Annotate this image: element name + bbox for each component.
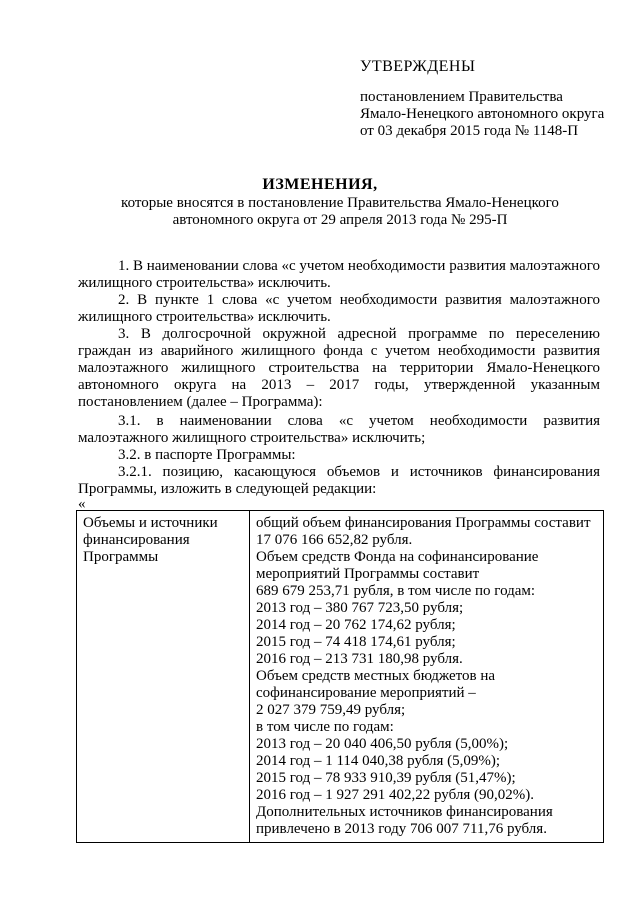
approval-line: от 03 декабря 2015 года № 1148-П bbox=[360, 123, 579, 139]
content-line: общий объем финансирования Программы составит bbox=[256, 515, 591, 531]
paragraph-3-1: 3.1. в наименовании слова «с учетом необходимости развития малоэтажного жилищного строительства» исключить; bbox=[78, 413, 600, 446]
content-line: 2014 год – 20 762 174,62 рубля; bbox=[256, 617, 456, 633]
content-line: мероприятий Программы составит bbox=[256, 566, 480, 582]
paragraph-2: 2. В пункте 1 слова «с учетом необходимости развития малоэтажного жилищного строительства» исключить. bbox=[78, 292, 600, 325]
funding-table bbox=[76, 510, 604, 843]
content-line: 689 679 253,71 рубля, в том числе по годам: bbox=[256, 583, 536, 599]
content-line: Объем средств местных бюджетов на bbox=[256, 668, 496, 684]
label-line: Объемы и источники bbox=[83, 515, 218, 531]
content-line: 2014 год – 1 114 040,38 рубля (5,09%); bbox=[256, 753, 501, 769]
content-line: Объем средств Фонда на софинансирование bbox=[256, 549, 539, 565]
opening-quote: « bbox=[78, 496, 86, 512]
paragraph-3-2: 3.2. в паспорте Программы: bbox=[118, 447, 296, 463]
approval-line: постановлением Правительства bbox=[360, 89, 563, 105]
funding-content-cell bbox=[250, 511, 604, 843]
paragraph-1: 1. В наименовании слова «с учетом необходимости развития малоэтажного жилищного строительства» исключить. bbox=[78, 258, 600, 291]
content-line: 2013 год – 20 040 406,50 рубля (5,00%); bbox=[256, 736, 509, 752]
content-line: Дополнительных источников финансирования bbox=[256, 804, 553, 820]
content-line: 2015 год – 78 933 910,39 рубля (51,47%); bbox=[256, 770, 516, 786]
paragraph-3-2-1: 3.2.1. позицию, касающуюся объемов и источников финансирования Программы, изложить в следующей редакции: bbox=[78, 464, 600, 497]
content-line: привлечено в 2013 году 706 007 711,76 рубля. bbox=[256, 821, 547, 837]
table-row bbox=[77, 511, 604, 843]
content-line: 2016 год – 213 731 180,98 рубля. bbox=[256, 651, 463, 667]
content-line: в том числе по годам: bbox=[256, 719, 394, 735]
document-subtitle bbox=[100, 195, 580, 229]
label-line: финансирования bbox=[83, 532, 190, 548]
paragraph-3: 3. В долгосрочной окружной адресной программе по переселению граждан из аварийного жилищного фонда с учетом необходимости развития малоэтажного жилищного строительства на территории Ямало-Ненецкого автономного округа на 2013 – 2017 годы, утвержденной указанным постановлением (далее – Программа): bbox=[78, 326, 600, 410]
subtitle-line: которые вносятся в постановление Правительства Ямало-Ненецкого bbox=[121, 195, 559, 211]
content-line: 2015 год – 74 418 174,61 рубля; bbox=[256, 634, 456, 650]
content-line: 2 027 379 759,49 рубля; bbox=[256, 702, 406, 718]
content-line: 2013 год – 380 767 723,50 рубля; bbox=[256, 600, 464, 616]
subtitle-line: автономного округа от 29 апреля 2013 года № 295-П bbox=[172, 212, 508, 228]
approval-line: Ямало-Ненецкого автономного округа bbox=[360, 106, 605, 122]
approval-block bbox=[360, 58, 620, 140]
content-line: 2016 год – 1 927 291 402,22 рубля (90,02%). bbox=[256, 787, 534, 803]
document-title: ИЗМЕНЕНИЯ, bbox=[262, 176, 378, 193]
document-body bbox=[78, 258, 600, 498]
approval-heading: УТВЕРЖДЕНЫ bbox=[360, 58, 476, 75]
content-line: софинансирование мероприятий – bbox=[256, 685, 476, 701]
content-line: 17 076 166 652,82 рубля. bbox=[256, 532, 413, 548]
funding-label-cell bbox=[77, 511, 250, 843]
label-line: Программы bbox=[83, 549, 159, 565]
